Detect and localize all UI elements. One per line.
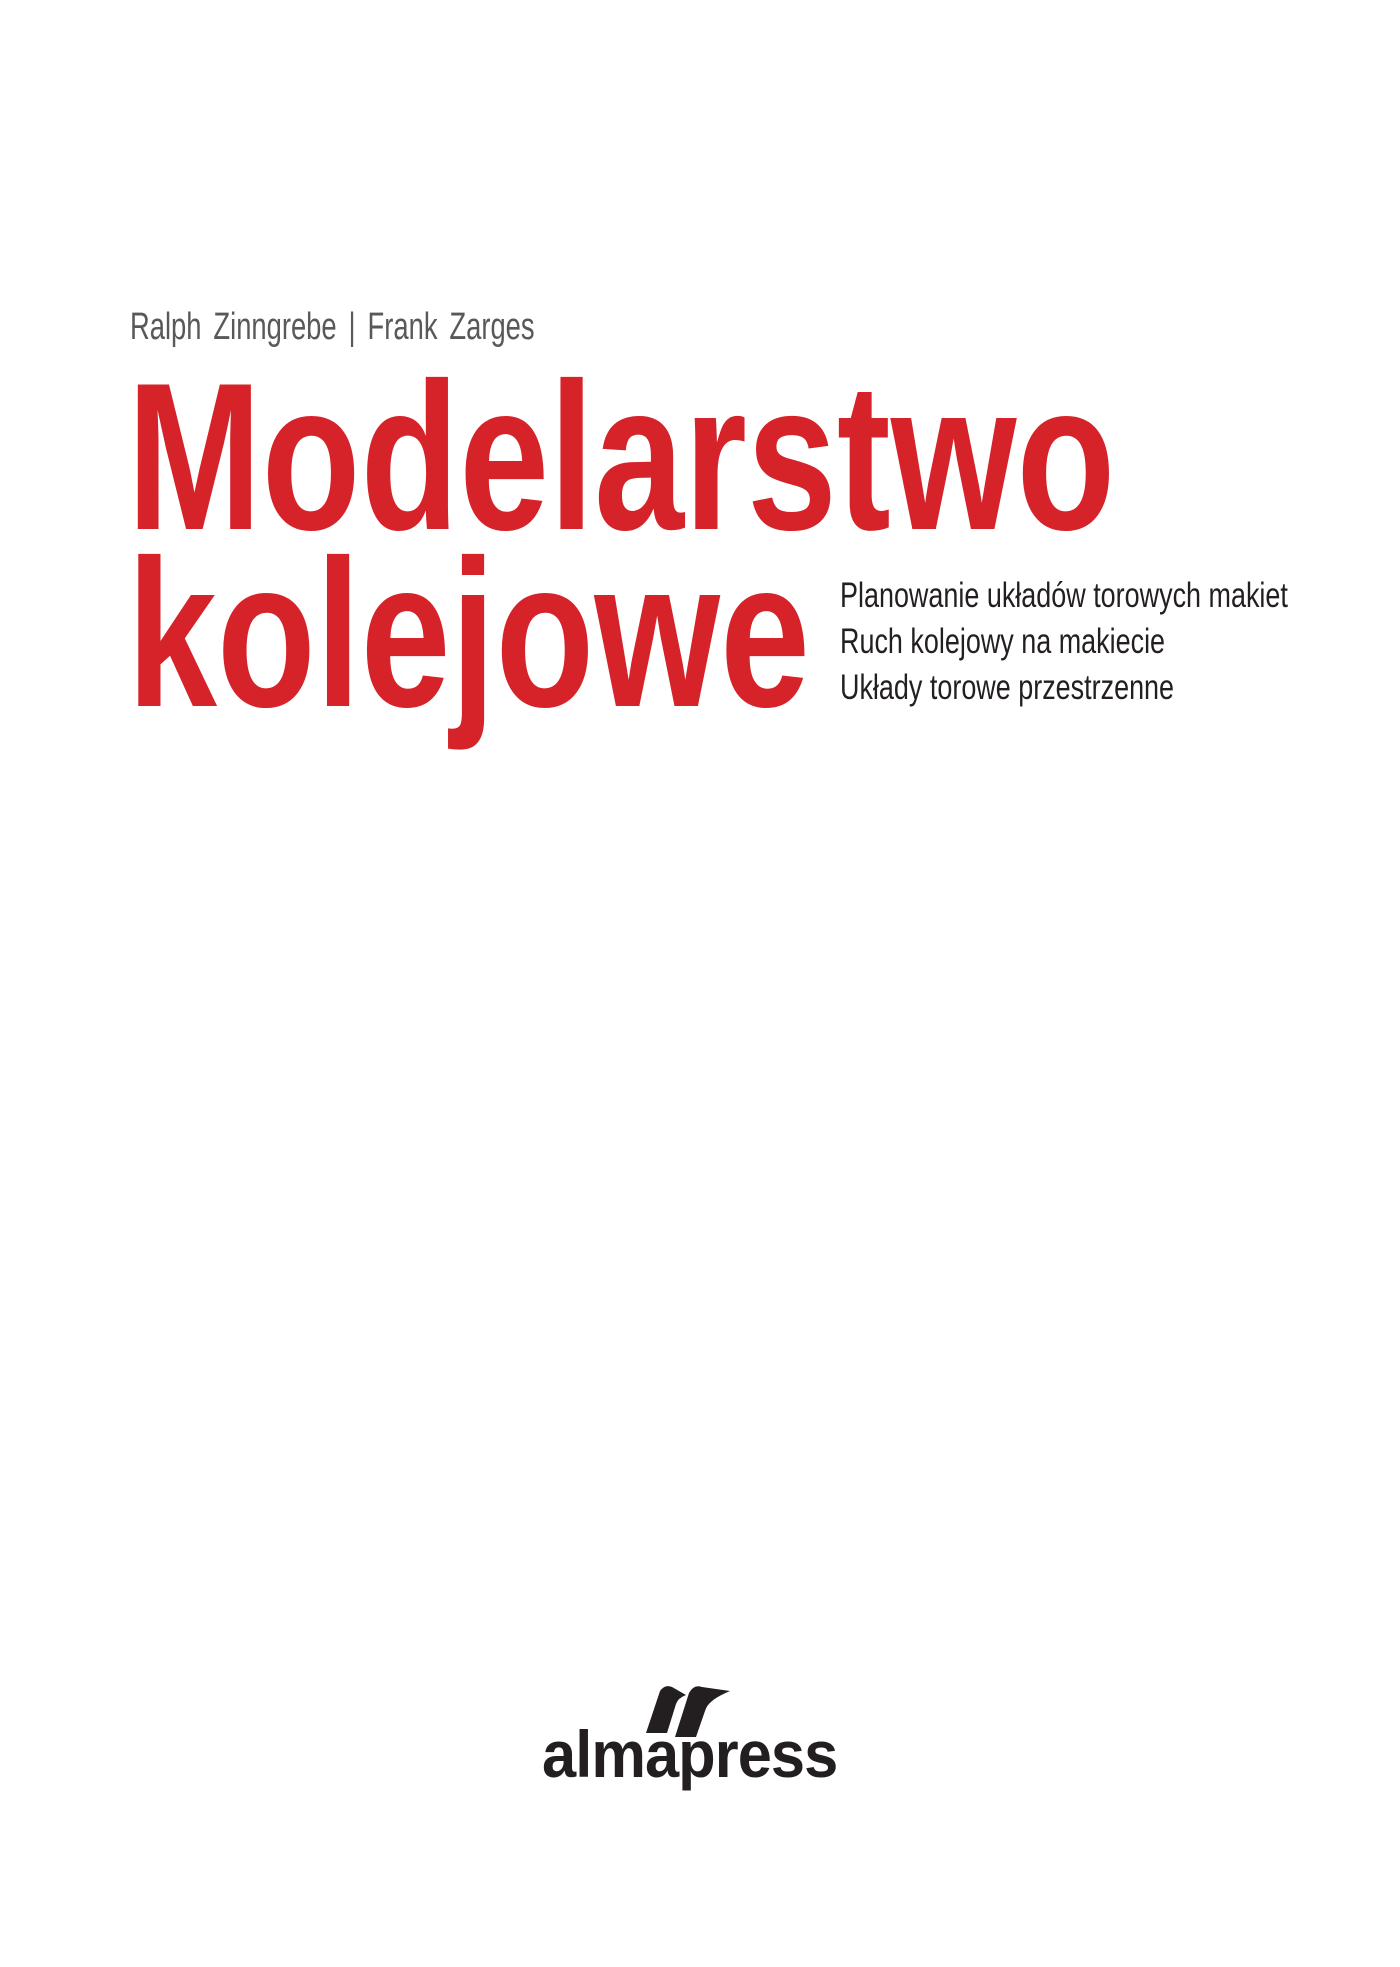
publisher-logo xyxy=(542,1686,852,1796)
authors-line: Ralph Zinngrebe | Frank Zarges xyxy=(130,306,535,348)
subtitle-line-2: Ruch kolejowy na makiecie xyxy=(840,622,1166,661)
subtitle-block xyxy=(840,573,1288,711)
subtitle-line-1: Planowanie układów torowych makiet xyxy=(840,576,1288,615)
subtitle-line-3: Układy torowe przestrzenne xyxy=(840,668,1175,707)
book-title-line-1: Modelarstwo xyxy=(127,339,1116,574)
book-title-line-2: kolejowe xyxy=(127,516,810,751)
publisher-wordmark: almapress xyxy=(542,1717,838,1791)
